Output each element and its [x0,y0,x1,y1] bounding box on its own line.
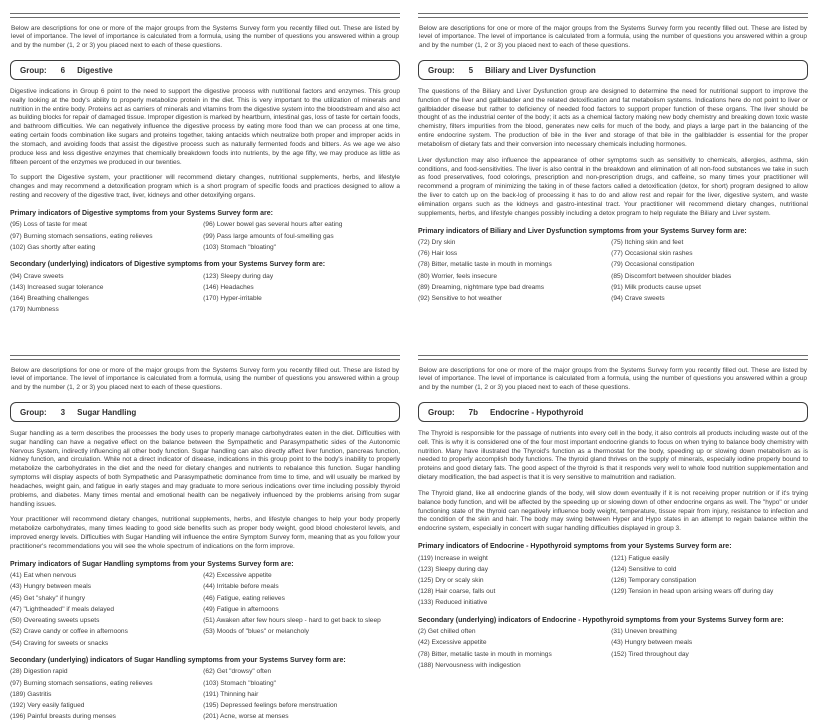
description-paragraph: The Thyroid gland, like all endocrine glands of the body, will slow down eventually if it is not receiving proper nutrition or if it's trying balance body function, and will be affected by the speeding up or slowing down of other endocrine organs as well. The "hypo" or under functioning state of the thyroid can negatively influence body weight, temperature, tissue repair from injury, resistance to infection and the condition of the skin and hair. The body may swing between Hyper and Hypo states in an attempt to regain balance within the endocrine system, especially in concert with sugar handling difficulties displayed in group 3. [418,489,808,533]
indicator-item: (43) Hungry between meals [10,583,91,591]
indicator-item: (189) Gastritis [10,690,52,698]
indicator-item: (47) "Lightheaded" if meals delayed [10,605,115,613]
indicator-item: (123) Sleepy during day [418,565,489,573]
indicator-item: (89) Dreaming, nightmare type bad dreams [418,283,545,291]
indicator-item: (179) Numbness [10,306,59,314]
indicator-item: (152) Tired throughout day [611,650,689,658]
group-name: Endocrine - Hypothyroid [490,407,584,417]
indicator-item: (102) Gas shortly after eating [10,243,96,251]
indicator-item: (94) Crave sweets [10,272,64,280]
secondary-indicators-heading: Secondary (underlying) indicators of Digestive symptoms from your Systems Survey form are: [10,261,326,269]
group-label: Group: [20,407,47,417]
secondary-indicators-list [10,273,400,315]
indicator-item: (201) Acne, worse at menses [203,713,289,721]
indicator-item: (49) Fatigue in afternoons [203,605,279,613]
secondary-indicators-heading: Secondary (underlying) indicators of Endocrine - Hypothyroid symptoms from your Systems Survey form are: [418,616,784,624]
indicator-item: (195) Depressed feelings before menstruation [203,702,338,710]
indicator-item: (46) Fatigue, eating relieves [203,594,285,602]
group-name: Biliary and Liver Dysfunction [485,65,596,75]
indicator-item: (80) Worrier, feels insecure [418,272,498,280]
primary-indicators-heading: Primary indicators of Biliary and Liver Dysfunction symptoms from your Systems Survey form are: [418,227,747,235]
group-header-box [10,402,400,422]
description-paragraph: Your practitioner will recommend dietary changes, nutritional supplements, herbs, and lifestyle changes to help your body properly metabolize carbohydrates, many times leading to good side benefits such as proper body weight, good blood cholesterol levels, and improved energy levels. Difficulties with Sugar Handling will influence the entire Symptom Survey form, meaning that as you follow your practitioner's recommendations you will see the whole spectrum of indications on the form improve. [10,516,400,550]
indicator-item: (2) Get chilled often [418,628,476,636]
indicator-item: (164) Breathing challenges [10,295,89,303]
page-top-rule [10,13,400,18]
indicator-item: (85) Discomfort between shoulder blades [611,272,732,280]
group-header-box [10,60,400,80]
page-top-rule [418,355,808,360]
indicator-item: (77) Occasional skin rashes [611,250,693,258]
indicator-item: (124) Sensitive to cold [611,565,677,573]
indicator-item: (170) Hyper-irritable [203,295,262,303]
page-sugar-handling [0,353,408,721]
indicator-item: (62) Get "drowsy" often [203,668,272,676]
indicator-item: (31) Uneven breathing [611,628,677,636]
description-paragraph: Liver dysfunction may also influence the appearance of other symptoms such as sensitivity to chemicals, allergies, asthma, skin conditions, and food-sensitivities. The liver is also central in the breakdown and elimination of all non-food substances we take in such as food preservatives, food colorings, prescription and non-prescription drugs, and caffeine, so many times your practitioner will recommend a program of minimizing the taking in of these factors called a detoxification (detox, for short) program designed to allow the liver to catch up on the back-log of processing it has to do and allow rest and repair for the liver, digestive system, and waste elimination organs such as the kidneys and gastro-intestinal tract. Your practitioner will recommend dietary changes, nutritional supplements, herbs, and lifestyle changes possibly including a detox program to help regulate the Biliary and Liver system. [418,156,808,217]
page-digestive [0,0,408,353]
description-paragraph: The Thyroid is responsible for the passage of nutrients into every cell in the body, it also controls all products including waste out of the cell. This is why it is considered one of the four most important endocrine glands to focus on when trying to balance body chemistry with nutrition. Many have illustrated the Thyroid's function as a thermostat for the body, speeding up or slowing down metabolism as is needed to properly accomplish body functions. The thyroid gland thrives on the supply of minerals, especially iodine properly bound to proteins and good dietary fats. The good aspect of the thyroid is that it responds very well to whole food nutrition supplementation and dietary modification, the bad aspect is that it is very sensitive to malnutrition and radiation. [418,429,808,482]
indicator-item: (103) Stomach "bloating" [203,679,276,687]
group-number: 5 [468,65,474,75]
indicator-item: (45) Get "shaky" if hungry [10,594,86,602]
group-name: Digestive [77,65,113,75]
indicator-item: (99) Pass large amounts of foul-smelling gas [203,232,334,240]
indicator-item: (52) Crave candy or coffee in afternoons [10,628,128,636]
primary-indicators-list [418,555,808,608]
description-paragraph: Sugar handling as a term describes the processes the body uses to properly manage carbohydrates eaten in the diet. Difficulties with sugar handling can have a negative effect on the balance between the Sympathetic and Parasympathetic sides of the Autonomic Nervous System, indirectly influencing all other body function. Sugar handling can also directly affect liver function, pancreas function, kidney function, and circulation. While not a direct indicator of disease, indications in this group point to the body's inability to properly metabolize the carbohydrates in the diet and the need for dietary changes and nutrients to rebalance this function. Sugar handling symptoms will display aspects of both Sympathetic and Parasympathetic dominance from time to time, and will usually be marked by headaches, weight gain, and fatigue in early stages and may graduate to more serious indications over time including possibly thyroid problems, and diabetes. Many times mental and emotional health can be negatively influenced by the problems arising from sugar handling issues. [10,429,400,508]
primary-indicators-list [10,221,400,252]
group-number: 7b [468,407,479,417]
primary-indicators-heading: Primary indicators of Digestive symptoms from your Systems Survey form are: [10,209,273,217]
indicator-item: (28) Digestion rapid [10,668,68,676]
indicator-item: (43) Hungry between meals [611,639,693,647]
indicator-item: (129) Tension in head upon arising wears off during day [611,588,774,596]
indicator-item: (51) Awaken after few hours sleep - hard to get back to sleep [203,617,381,625]
indicator-item: (41) Eat when nervous [10,572,77,580]
indicator-item: (95) Loss of taste for meat [10,221,87,229]
indicator-item: (91) Milk products cause upset [611,283,701,291]
indicator-item: (188) Nervousness with indigestion [418,661,521,669]
page-endocrine-hypothyroid [408,353,816,707]
primary-indicators-list [10,572,400,648]
primary-indicators-list [418,239,808,303]
primary-indicators-heading: Primary indicators of Sugar Handling symptoms from your Systems Survey form are: [10,560,294,568]
indicator-item: (92) Sensitive to hot weather [418,295,502,303]
indicator-item: (44) Irritable before meals [203,583,279,591]
indicator-item: (97) Burning stomach sensations, eating relieves [10,232,153,240]
indicator-item: (96) Lower bowel gas several hours after eating [203,221,343,229]
group-number: 3 [60,407,66,417]
indicator-item: (54) Craving for sweets or snacks [10,639,109,647]
primary-indicators-heading: Primary indicators of Endocrine - Hypothyroid symptoms from your Systems Survey form are: [418,543,732,551]
indicator-item: (78) Bitter, metallic taste in mouth in mornings [418,261,552,269]
indicator-item: (72) Dry skin [418,239,456,246]
indicator-item: (125) Dry or scaly skin [418,576,484,584]
secondary-indicators-list [10,668,400,721]
indicator-item: (126) Temporary constipation [611,576,697,584]
indicator-item: (143) Increased sugar tolerance [10,283,104,291]
indicator-item: (76) Hair loss [418,250,458,258]
group-label: Group: [428,65,455,75]
indicator-item: (196) Painful breasts during menses [10,713,116,721]
page-biliary-liver [408,0,816,353]
group-name: Sugar Handling [77,407,137,417]
indicator-item: (42) Excessive appetite [203,572,272,580]
indicator-item: (50) Overeating sweets upsets [10,617,100,625]
indicator-item: (78) Bitter, metallic taste in mouth in mornings [418,650,552,658]
indicator-item: (94) Crave sweets [611,295,665,303]
indicator-item: (133) Reduced initiative [418,599,488,607]
group-label: Group: [428,407,455,417]
page-top-rule [10,355,400,360]
description-paragraph: The questions of the Biliary and Liver Dysfunction group are designed to determine the need for nutritional support to improve the function of the liver and gallbladder and the related detoxification and fat metabolism systems. Indications here do not point to liver or gallbladder disease but rather to deficiency of needed food factors to support proper function of these organs. The liver should be thought of as the industrial center of the body; it acts as a chemical factory making new body chemistry and breaking down toxic waste chemistry, filters impurities from the blood, generates new cells for much of the body, and plays a large part in the balancing of the entire endocrine system. The production of bile in the liver and storage of that bile in the gallbladder is essential for the proper metabolism of dietary fats and their conversion into necessary chemicals including hormones. [418,87,808,148]
intro-text: Below are descriptions for one or more of the major groups from the Systems Survey form you recently filled out. These are listed by level of importance. The level of importance is calculated from a formula, using the number of questions you answered within a group and by the number (1, 2 or 3) you placed next to each of these questions. [419,24,807,50]
indicator-item: (128) Hair coarse, falls out [418,588,496,596]
group-label: Group: [20,65,47,75]
intro-text: Below are descriptions for one or more of the major groups from the Systems Survey form you recently filled out. These are listed by level of importance. The level of importance is calculated from a formula, using the number of questions you answered within a group and by the number (1, 2 or 3) you placed next to each of these questions. [11,366,399,392]
indicator-item: (123) Sleepy during day [203,272,274,280]
group-header-box [418,402,808,422]
description-paragraph: Digestive indications in Group 6 point to the need to support the digestive process with nutritional factors and enzymes. This group really looking at the body's ability to properly metabolize protein in the diet. This is very important to the utilization of minerals and nutrition in the entire body. Proteins act as carriers of minerals and vitamins from the digestive system into the bloodstream and also act as building blocks for repair of damaged tissue. Improper digestion is marked by heartburn, intestinal gas, loss of taste for certain foods, and bathroom difficulties. We can negatively influence the digestive process by eating more food than we can process at one time, eating certain foods combination like sugars and proteins together, taking antacids which neutralize both proper and improper acids in the stomach, and avoiding foods that assist the digestive process such as naturally fermented foods and bitters. As we age we also produce less and less digestive enzymes that chemically breakdown foods into nutrients, by the age fifty, we may produce as little as fifteen percent of the enzymes we produced in our twenties. [10,87,400,166]
indicator-item: (119) Increase in weight [418,554,488,562]
indicator-item: (192) Very easily fatigued [10,702,85,710]
indicator-item: (53) Moods of "blues" or melancholy [203,628,309,636]
secondary-indicators-list [418,628,808,670]
indicator-item: (42) Excessive appetite [418,639,487,647]
group-header-box [418,60,808,80]
description-paragraph: To support the Digestive system, your practitioner will recommend dietary changes, nutritional supplements, herbs, and lifestyle changes and may recommend a detoxification program which is a short program of specific foods and practices designed to allow a resting and recovery of the digestive tract, liver, kidneys and other detoxifying organs. [10,174,400,200]
indicator-item: (75) Itching skin and feet [611,239,684,246]
indicator-item: (146) Headaches [203,283,254,291]
intro-text: Below are descriptions for one or more of the major groups from the Systems Survey form you recently filled out. These are listed by level of importance. The level of importance is calculated from a formula, using the number of questions you answered within a group and by the number (1, 2 or 3) you placed next to each of these questions. [419,366,807,392]
group-number: 6 [60,65,66,75]
intro-text: Below are descriptions for one or more of the major groups from the Systems Survey form you recently filled out. These are listed by level of importance. The level of importance is calculated from a formula, using the number of questions you answered within a group and by the number (1, 2 or 3) you placed next to each of these questions. [11,24,399,50]
indicator-item: (103) Stomach "bloating" [203,243,276,251]
indicator-item: (191) Thinning hair [203,690,259,698]
secondary-indicators-heading: Secondary (underlying) indicators of Sugar Handling symptoms from your Systems Survey form are: [10,656,346,664]
indicator-item: (79) Occasional constipation [611,261,695,269]
page-top-rule [418,13,808,18]
indicator-item: (97) Burning stomach sensations, eating relieves [10,679,153,687]
indicator-item: (121) Fatigue easily [611,554,670,562]
